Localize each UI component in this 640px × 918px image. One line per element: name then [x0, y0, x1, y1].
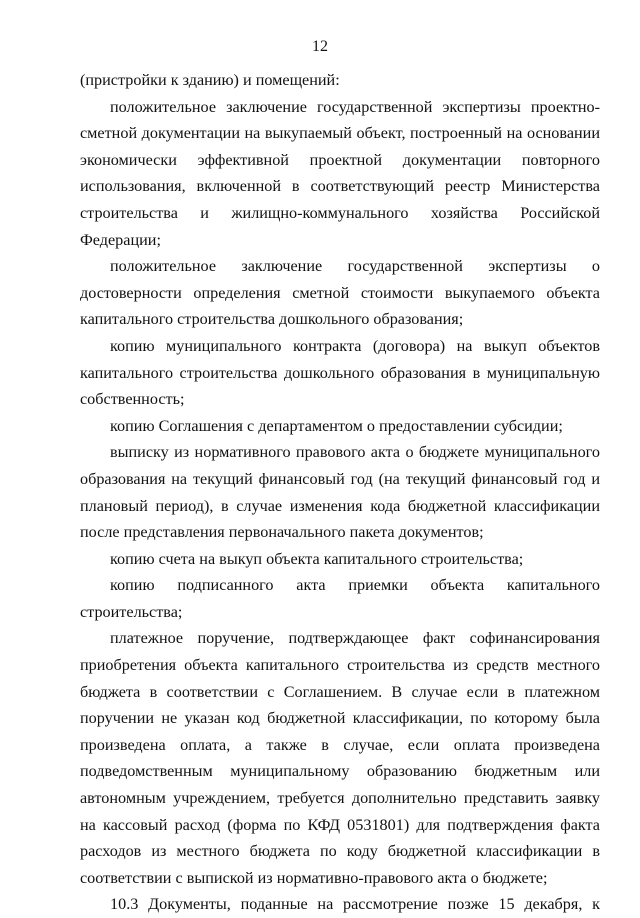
paragraph-section-10-3: 10.3 Документы, поданные на рассмотрение позже 15 декабря, к: [110, 895, 600, 914]
paragraph-agreement-copy: копию Соглашения с департаментом о предоставлении субсидии;: [110, 416, 563, 435]
paragraph-continuation: (пристройки к зданию) и помещений:: [80, 71, 340, 89]
paragraph-payment-order: платежное поручение, подтверждающее факт софинансирования приобретения объекта капитального строительства из средств местного бюджета в соответствии с Соглашением. В случае если в платежном поручении не указан код бюджетной классификации, по которому была произведена оплата, а также в случае, если оплата произведена подведомственным муниципальному образованию бюджетным или автономным учреждением, требуется дополнительно представить заявку на кассовый расход (форма по КФД 0531801) для подтверждения факта расходов из местного бюджета по коду бюджетной классификации в соответствии с выпиской из нормативно-правового акта о бюджете;: [80, 629, 600, 887]
document-body: [80, 67, 600, 918]
paragraph-budget-extract: выписку из нормативного правового акта о бюджете муниципального образования на текущий финансовый год (на текущий финансовый год и плановый период), в случае изменения кода бюджетной классификации после представления первоначального пакета документов;: [80, 443, 600, 542]
paragraph-expertise-cost: положительное заключение государственной экспертизы о достоверности определения сметной стоимости выкупаемого объекта капитального строительства дошкольного образования;: [80, 257, 600, 329]
paragraph-expertise-design: положительное заключение государственной экспертизы проектно-сметной документации на выкупаемый объект, построенный на основании экономически эффективной проектной документации повторного использования, включенной в соответствующий реестр Министерства строительства и жилищно-коммунального хозяйства Российской Федерации;: [80, 97, 600, 249]
paragraph-contract-copy: копию муниципального контракта (договора) на выкуп объектов капитального строительства дошкольного образования в муниципальную собственность;: [80, 336, 600, 409]
page-number: 12: [312, 38, 328, 55]
paragraph-acceptance-act: копию подписанного акта приемки объекта капитального строительства;: [80, 576, 600, 621]
paragraph-invoice-copy: копию счета на выкуп объекта капитального строительства;: [110, 549, 524, 568]
